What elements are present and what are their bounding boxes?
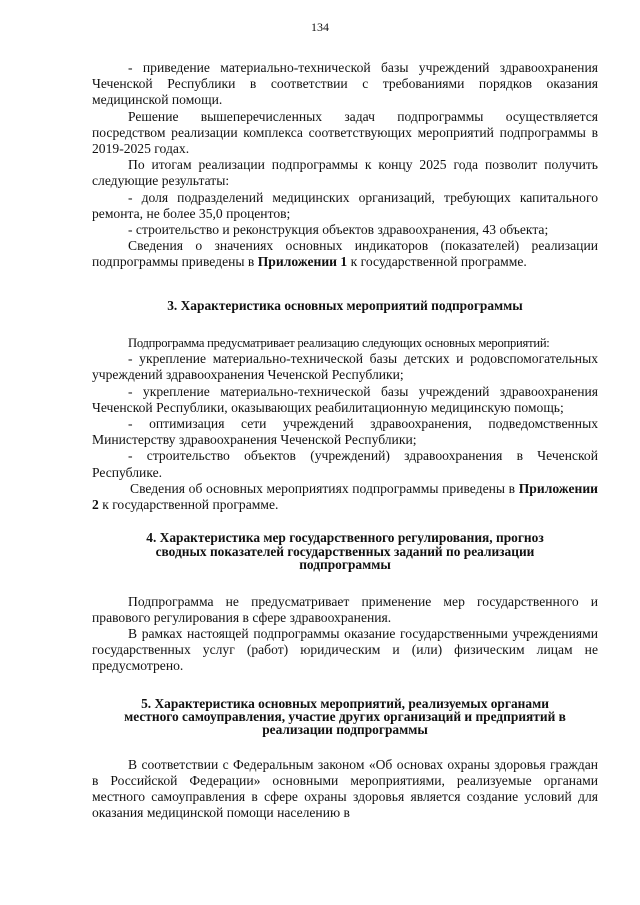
paragraph [92, 481, 598, 513]
text-span: Сведения об основных мероприятиях подпрограммы приведены в [130, 480, 519, 496]
heading-line: подпрограммы [299, 557, 391, 573]
text-span: к государственной программе. [347, 254, 527, 270]
section-heading [92, 697, 598, 737]
paragraph: - доля подразделений медицинских организаций, требующих капитального ремонта, не более 35,0 процентов; [92, 189, 598, 221]
paragraph: Подпрограмма предусматривает реализацию следующих основных мероприятий: [128, 336, 550, 351]
paragraph: По итогам реализации подпрограммы к концу 2025 года позволит получить следующие результаты: [92, 157, 598, 189]
section-heading: 3. Характеристика основных мероприятий подпрограммы [167, 297, 523, 313]
paragraph: Решение вышеперечисленных задач подпрограммы осуществляется посредством реализации комплекса соответствующих мероприятий подпрограммы в 2019-2025 годах. [92, 108, 598, 157]
paragraph: В рамках настоящей подпрограммы оказание государственными учреждениями государственных услуг (работ) юридическим и (или) физическим лицам не предусмотрено. [92, 625, 598, 674]
paragraph: Подпрограмма не предусматривает применение мер государственного и правового регулирования в сфере здравоохранения. [92, 593, 598, 625]
appendix-reference: Приложении 1 [257, 254, 348, 270]
list-item: - строительство объектов (учреждений) здравоохранения в Чеченской Республике. [92, 448, 598, 480]
list-item: - оптимизация сети учреждений здравоохранения, подведомственных Министерству здравоохранения Чеченской Республики; [92, 416, 598, 448]
section-heading [92, 531, 598, 571]
paragraph: - приведение материально-технической базы учреждений здравоохранения Чеченской Республики в соответствии с требованиями порядков оказания медицинской помощи. [92, 60, 598, 108]
page-body [92, 60, 598, 822]
heading-line: местного самоуправления, участие других организаций и предприятий в [124, 708, 566, 724]
page-number: 134 [311, 20, 329, 34]
list-item: - укрепление материально-технической базы детских и родовспомогательных учреждений здравоохранения Чеченской Республики; [92, 351, 598, 383]
list-item: - укрепление материально-технической базы учреждений здравоохранения Чеченской Республики, оказывающих реабилитационную медицинскую помощь; [92, 383, 598, 415]
heading-line: сводных показателей государственных заданий по реализации [155, 543, 535, 559]
paragraph: В соответствии с Федеральным законом «Об основах охраны здоровья граждан в Российской Федерации» основными мероприятиями, реализуемые органами местного самоуправления в сфере охраны здоровья является создание условий для оказания медицинской помощи населению в [92, 756, 598, 821]
paragraph: - строительство и реконструкция объектов здравоохранения, 43 объекта; [128, 222, 549, 238]
appendix-reference: Приложении 2 [92, 480, 598, 513]
text-span: к государственной программе. [98, 497, 279, 513]
heading-line: 5. Характеристика основных мероприятий, реализуемых органами [141, 695, 549, 711]
text-span: Сведения о значениях основных индикаторов (показателей) реализации подпрограммы приведены в [92, 238, 598, 270]
heading-line: реализации подпрограммы [262, 722, 428, 738]
paragraph [92, 238, 598, 270]
heading-line: 4. Характеристика мер государственного регулирования, прогноз [146, 530, 544, 546]
